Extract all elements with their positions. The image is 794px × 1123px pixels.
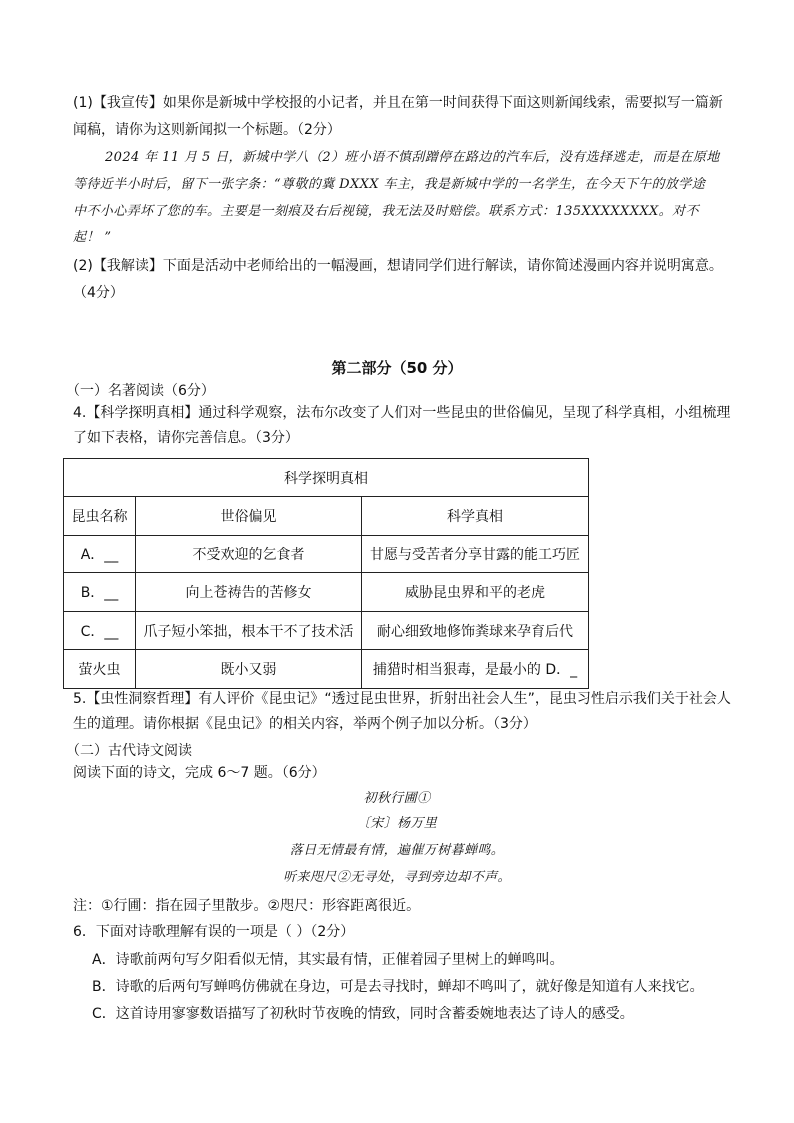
part2-heading: 第二部分（50 分） [331,359,463,377]
table-row [64,573,589,612]
q1-line-1: (1)【我宣传】如果你是新城中学校报的小记者，并且在第一时间获得下面这则新闻线索，需要拟写一篇新 [73,95,723,111]
table-row [64,612,589,650]
table-cell: 耐心细致地修饰粪球来孕育后代 [362,612,589,650]
poem-title: 初秋行圃① [363,791,431,806]
table-cell: 威胁昆虫界和平的老虎 [362,573,589,612]
news-line-2: 等待近半小时后，留下一张字条：“尊敬的冀 DXXX 车主，我是新城中学的一名学生，在今天下午的放学途 [73,177,706,192]
q4-line-1: 4.【科学探明真相】通过科学观察，法布尔改变了人们对一些昆虫的世俗偏见，呈现了科学真相，小组梳理 [73,405,731,421]
table-cell: 不受欢迎的乞食者 [136,536,362,573]
poem-line-2: 听来咫尺②无寻处，寻到旁边却不声。 [283,870,511,885]
table-cell: A．__ [64,536,136,573]
table-cell: 捕猎时相当狠毒，是最小的 D．_ [362,650,589,689]
q5-line-1: 5.【虫性洞察哲理】有人评价《昆虫记》“透过昆虫世界，折射出社会人生”，昆虫习性启示我们关于社会人 [73,691,731,707]
q6-option-a: A．诗歌前两句写夕阳看似无情，其实最有情，正催着园子里树上的蝉鸣叫。 [92,952,564,968]
table-header-row [64,497,589,536]
table-caption-row [64,459,589,497]
science-truth-table [63,458,589,689]
poem-line-1: 落日无情最有情，遍催万树暮蝉鸣。 [289,843,505,858]
table-row [64,650,589,689]
q6-stem: 6．下面对诗歌理解有误的一项是（ ）（2分） [73,924,355,940]
q2-line-1: (2)【我解读】下面是活动中老师给出的一幅漫画，想请同学们进行解读，请你简述漫画内容并说明寓意。 [73,258,723,274]
section-b-instruction: 阅读下面的诗文，完成 6～7 题。（6分） [73,765,326,781]
table-row [64,536,589,573]
header-scientific-truth: 科学真相 [362,497,589,536]
table-cell: 向上苍祷告的苦修女 [136,573,362,612]
table-cell: 甘愿与受苦者分享甘露的能工巧匠 [362,536,589,573]
news-line-4: 起！ ” [73,230,112,245]
poem-note: 注：①行圃：指在园子里散步。②咫尺：形容距离很近。 [73,898,421,914]
q6-option-c: C．这首诗用寥寥数语描写了初秋时节夜晚的情致，同时含蓄委婉地表达了诗人的感受。 [92,1006,634,1022]
header-common-prejudice: 世俗偏见 [136,497,362,536]
q6-option-b: B．诗歌的后两句写蝉鸣仿佛就在身边，可是去寻找时，蝉却不鸣叫了，就好像是知道有人来找它。 [92,979,704,995]
poem-author: 〔宋〕杨万里 [356,816,438,831]
table-cell: 既小又弱 [136,650,362,689]
section-a-title: （一）名著阅读（6分） [66,383,215,399]
section-b-title: （二）古代诗文阅读 [66,743,192,759]
news-line-3: 中不小心弄坏了您的车。主要是一刻痕及右后视镜，我无法及时赔偿。联系方式：135XXXXXXXX。对不 [73,204,699,219]
q2-line-2: （4分） [73,285,124,301]
q5-line-2: 生的道理。请你根据《昆虫记》的相关内容，举两个例子加以分析。（3分） [73,716,537,732]
q4-line-2: 了如下表格，请你完善信息。（3分） [73,430,299,446]
q1-line-2: 闻稿，请你为这则新闻拟一个标题。（2分） [73,122,341,138]
table-cell: C．__ [64,612,136,650]
header-insect-name: 昆虫名称 [64,497,136,536]
table-cell: B．__ [64,573,136,612]
table-cell: 萤火虫 [64,650,136,689]
table-caption: 科学探明真相 [64,459,589,497]
news-line-1: 2024 年 11 月 5 日，新城中学八（2）班小语不慎刮蹭停在路边的汽车后，没有选择逃走，而是在原地 [105,150,720,165]
table-cell: 爪子短小笨拙，根本干不了技术活 [136,612,362,650]
